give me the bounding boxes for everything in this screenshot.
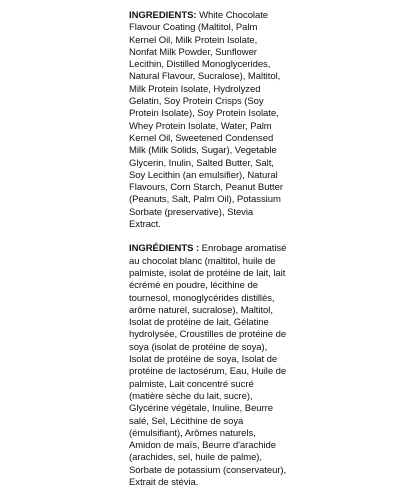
ingredients-english [129, 10, 287, 231]
ingredients-text-french: Enrobage aromatisé au chocolat blanc (maltitol, huile de palmiste, isolat de protéine de lait, lait écrémé en poudre, lécithine de tournesol, monoglycérides distillés, arôme naturel, sucralose), Maltitol, Isolat de protéine de lait, Gélatine hydrolysée, Croustilles de protéine de soya (isolat de protéine de soya), Isolat de protéine de soya, Isolat de protéine de lactosérum, Eau, Huile de palmiste, Lait concentré sucré (matière sèche du lait, sucre), Glycérine végétale, Inuline, Beurre salé, Sel, Lécithine de soya (émulsifiant), Arômes naturels, Amidon de maïs, Beurre d'arachide (arachides, sel, huile de palme), Sorbate de potassium (conservateur), Extrait de stévia. [129, 243, 287, 488]
ingredients-french [129, 243, 287, 489]
ingredients-heading-french: INGRÉDIENTS : [129, 243, 200, 255]
ingredients-text-english: White Chocolate Flavour Coating (Maltitol, Palm Kernel Oil, Milk Protein Isolate, Nonfat Milk Powder, Sunflower Lecithin, Distilled Monoglycerides, Natural Flavour, Sucralose), Maltitol, Milk Protein Isolate, Hydrolyzed Gelatin, Soy Protein Crisps (Soy Protein Isolate), Soy Protein Isolate, Whey Protein Isolate, Water, Palm Kernel Oil, Sweetened Condensed Milk (Milk Solids, Sugar), Vegetable Glycerin, Inulin, Salted Butter, Salt, Soy Lecithin (an emulsifier), Natural Flavours, Corn Starch, Peanut Butter (Peanuts, Salt, Palm Oil), Potassium Sorbate (preservative), Stevia Extract. [129, 10, 283, 231]
ingredients-heading-english: INGREDIENTS: [129, 10, 197, 21]
ingredients-label [129, 10, 287, 489]
